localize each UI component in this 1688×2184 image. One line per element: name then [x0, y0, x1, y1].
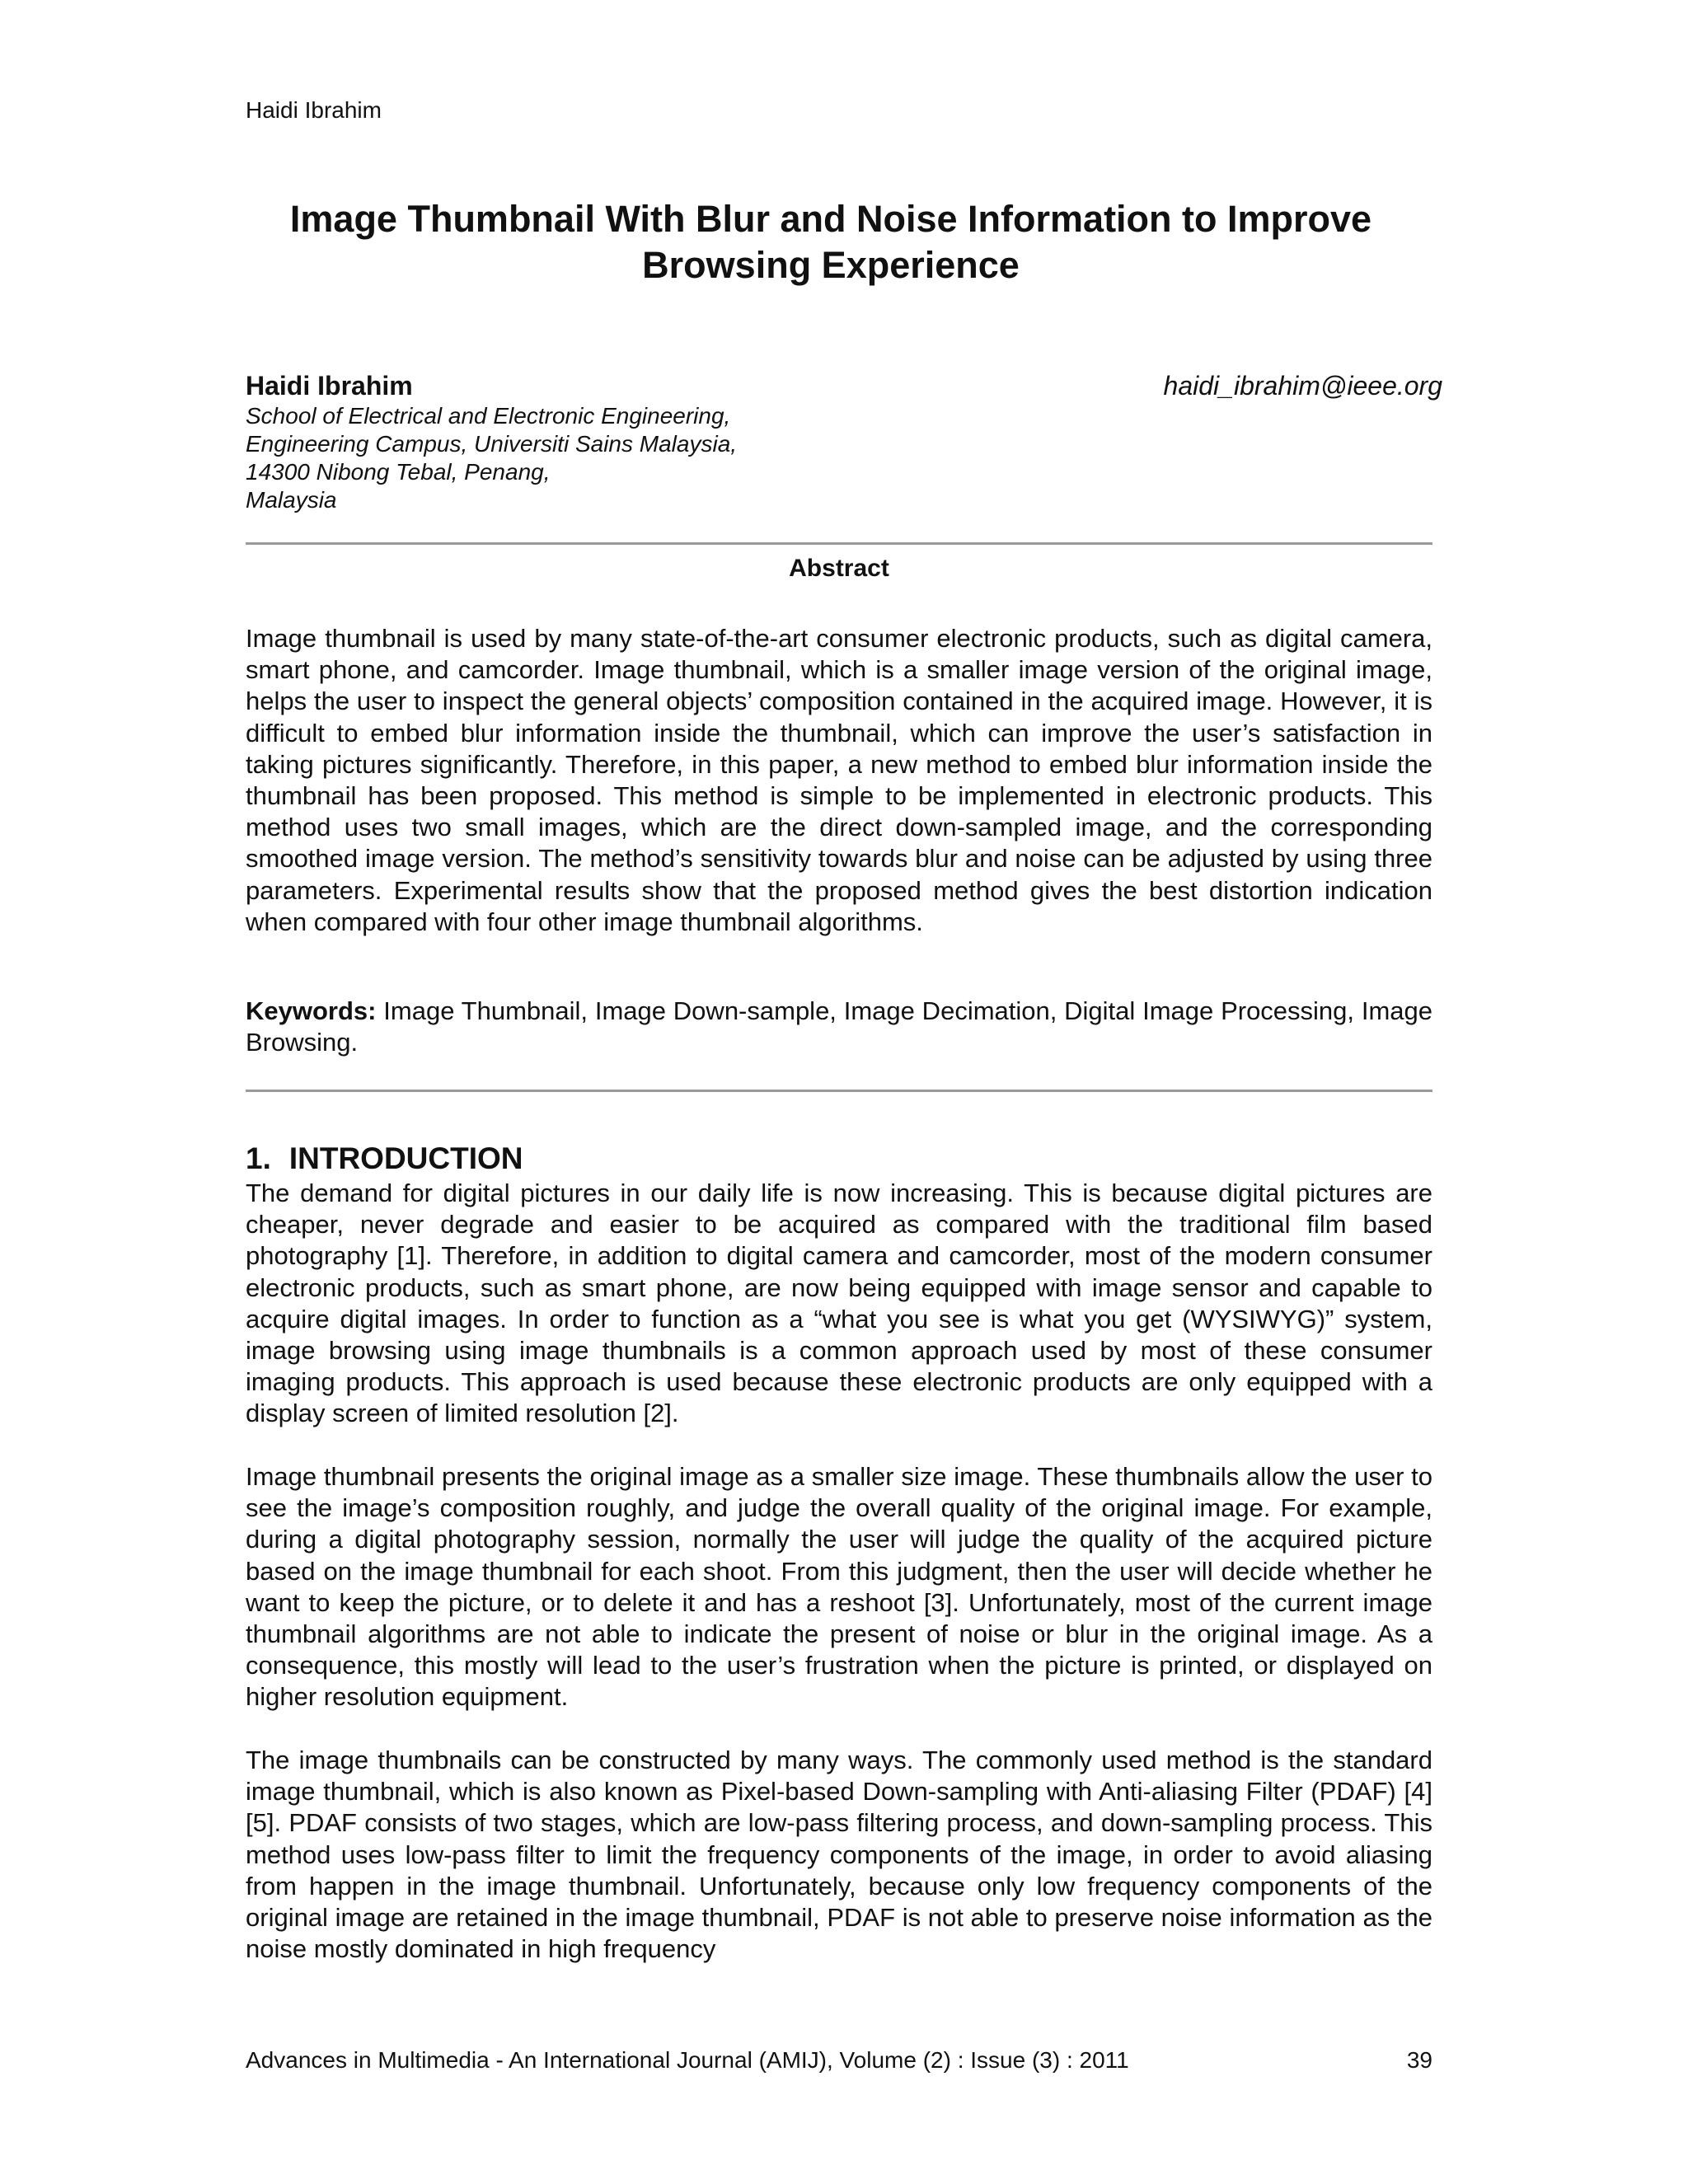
affiliation-line: Malaysia [246, 487, 337, 513]
affiliation-line: Engineering Campus, Universiti Sains Malaysia, [246, 431, 738, 457]
keywords-label: Keywords: [246, 996, 377, 1025]
author-email: haidi_ibrahim@ieee.org [1163, 371, 1442, 401]
footer-journal: Advances in Multimedia - An International Journal (AMIJ), Volume (2) : Issue (3) : 2011 [246, 2047, 1129, 2073]
body-paragraph: The demand for digital pictures in our daily life is now increasing. This is because digital pictures are cheaper, never degrade and easier to be acquired as compared with the traditional film based photography [1]. Therefore, in addition to digital camera and camcorder, most of the modern consumer electronic products, such as smart phone, are now being equipped with image sensor and capable to acquire digital images. In order to function as a “what you see is what you get (WYSIWYG)” system, image browsing using image thumbnails is a common approach used by most of these consumer imaging products. This approach is used because these electronic products are only equipped with a display screen of limited resolution [2]. [246, 1179, 1432, 1428]
section-title: INTRODUCTION [288, 1141, 523, 1175]
keywords [246, 996, 1432, 1058]
section-heading [246, 1141, 523, 1176]
body-paragraph: The image thumbnails can be constructed by many ways. The commonly used method is the standard image thumbnail, which is also known as Pixel-based Down-sampling with Anti-aliasing Filter (PDAF) [4][5]. PDAF consists of two stages, which are low-pass filtering process, and down-sampling process. This method uses low-pass filter to limit the frequency components of the image, in order to avoid aliasing from happen in the image thumbnail. Unfortunately, because only low frequency components of the original image are retained in the image thumbnail, PDAF is not able to preserve noise information as the noise mostly dominated in high frequency [246, 1746, 1432, 1964]
keywords-text: Image Thumbnail, Image Down-sample, Image Decimation, Digital Image Processing, Image Browsing. [246, 996, 1432, 1057]
affiliation-line: 14300 Nibong Tebal, Penang, [246, 459, 551, 485]
bottom-divider [246, 1090, 1432, 1092]
page-number: 39 [1406, 2047, 1432, 2073]
affiliation-line: School of Electrical and Electronic Engineering, [246, 403, 731, 429]
body-paragraph: Image thumbnail presents the original image as a smaller size image. These thumbnails allow the user to see the image’s composition roughly, and judge the overall quality of the original image. For example, during a digital photography session, normally the user will judge the quality of the acquired picture based on the image thumbnail for each shoot. From this judgment, then the user will decide whether he want to keep the picture, or to delete it and has a reshoot [3]. Unfortunately, most of the current image thumbnail algorithms are not able to indicate the present of noise or blur in the original image. As a consequence, this mostly will lead to the user’s frustration when the picture is printed, or displayed on higher resolution equipment. [246, 1462, 1432, 1712]
paper-title: Image Thumbnail With Blur and Noise Information to Improve Browsing Experience [289, 198, 1372, 286]
running-head: Haidi Ibrahim [246, 97, 382, 123]
abstract-heading: Abstract [789, 555, 889, 582]
top-divider [246, 542, 1432, 545]
section-number: 1. [246, 1141, 271, 1175]
author-name: Haidi Ibrahim [246, 371, 413, 401]
abstract-text: Image thumbnail is used by many state-of-the-art consumer electronic products, such as digital camera, smart phone, and camcorder. Image thumbnail, which is a smaller image version of the original image, helps the user to inspect the general objects’ composition contained in the acquired image. However, it is difficult to embed blur information inside the thumbnail, which can improve the user’s satisfaction in taking pictures significantly. Therefore, in this paper, a new method to embed blur information inside the thumbnail has been proposed. This method is simple to be implemented in electronic products. This method uses two small images, which are the direct down-sampled image, and the corresponding smoothed image version. The method’s sensitivity towards blur and noise can be adjusted by using three parameters. Experimental results show that the proposed method gives the best distortion indication when compared with four other image thumbnail algorithms. [246, 624, 1432, 936]
